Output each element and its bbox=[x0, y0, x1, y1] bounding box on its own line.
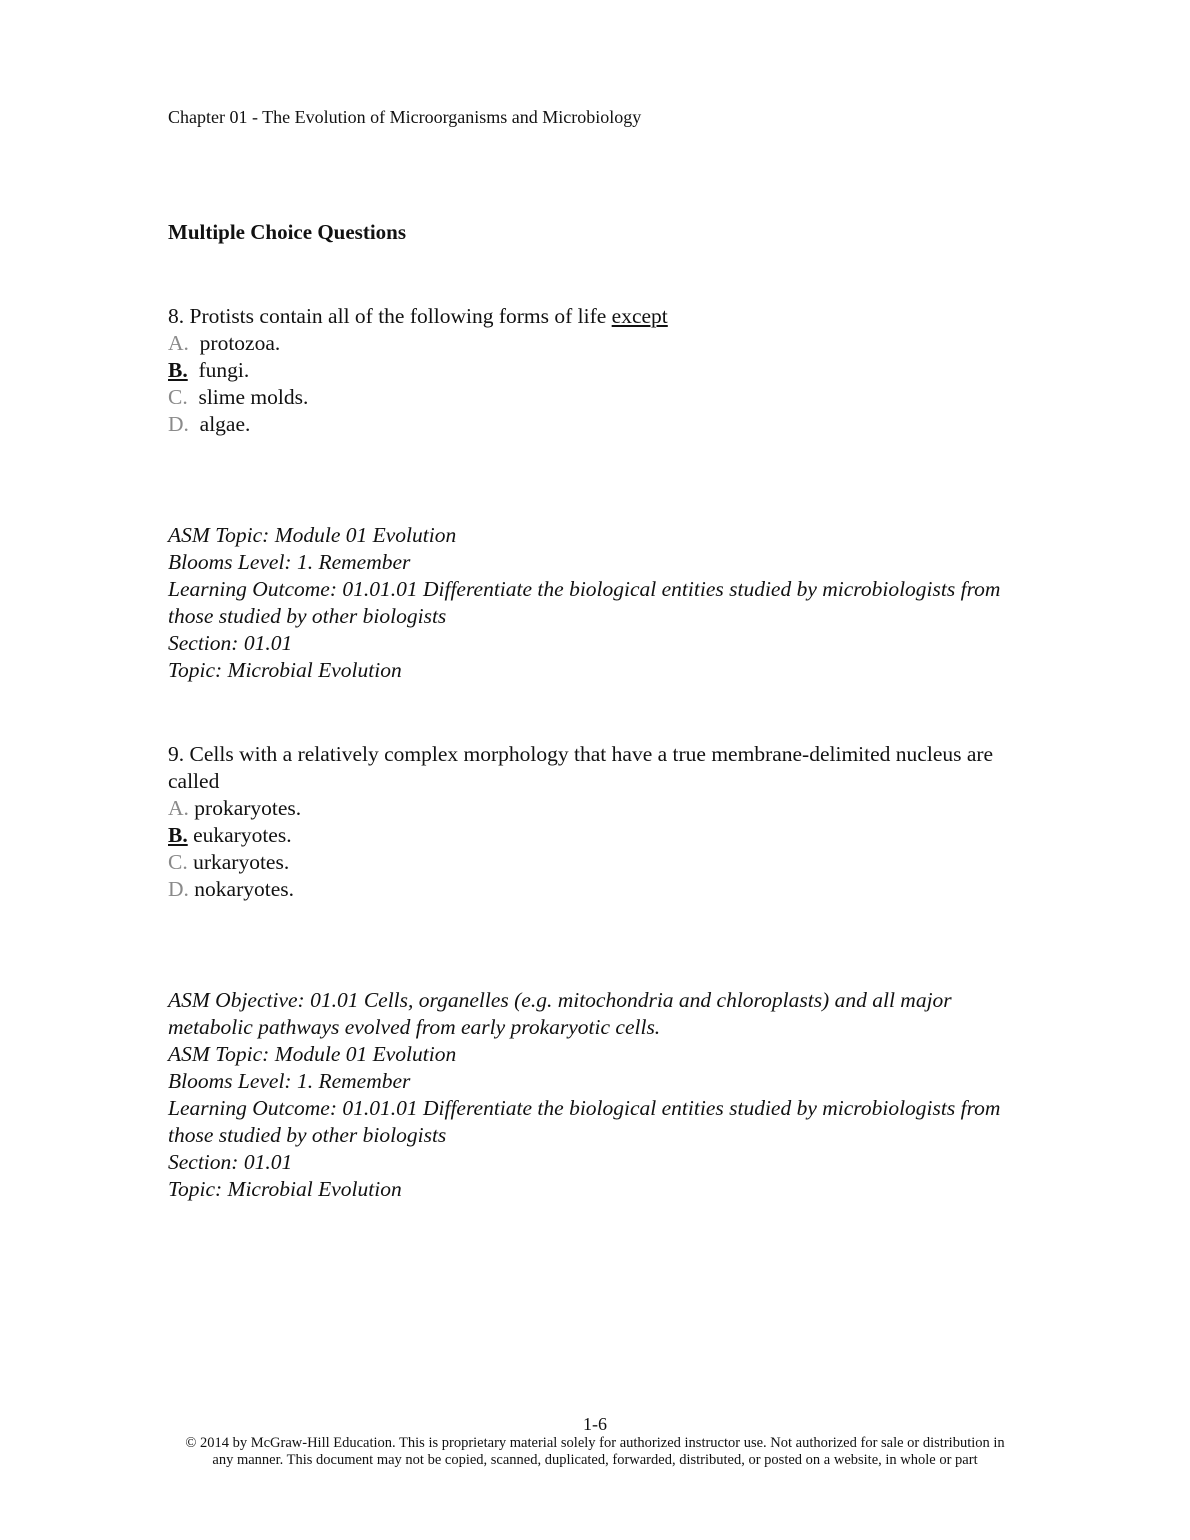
answer-option-a bbox=[168, 795, 1038, 822]
metadata-asm-topic: ASM Topic: Module 01 Evolution bbox=[168, 1042, 457, 1066]
option-letter: D. bbox=[168, 412, 189, 436]
option-letter-correct: B. bbox=[168, 823, 188, 847]
metadata-section: Section: 01.01 bbox=[168, 631, 293, 655]
question-8-metadata bbox=[168, 522, 1038, 684]
option-text: slime molds. bbox=[198, 385, 309, 409]
option-letter: A. bbox=[168, 331, 189, 355]
answer-option-c bbox=[168, 384, 1038, 411]
option-text: protozoa. bbox=[199, 331, 281, 355]
question-stem-emphasis: except bbox=[611, 304, 668, 328]
answer-option-c bbox=[168, 849, 1038, 876]
answer-option-b-correct bbox=[168, 822, 1038, 849]
question-9-metadata bbox=[168, 987, 1038, 1203]
option-text: nokaryotes. bbox=[194, 877, 294, 901]
metadata-learning-outcome: Learning Outcome: 01.01.01 Differentiate the biological entities studied by microbiologists from those studied by other biologists bbox=[168, 577, 1001, 628]
metadata-asm-topic: ASM Topic: Module 01 Evolution bbox=[168, 523, 457, 547]
question-9 bbox=[168, 741, 1038, 903]
chapter-header: Chapter 01 - The Evolution of Microorganisms and Microbiology bbox=[168, 107, 642, 127]
metadata-asm-objective: ASM Objective: 01.01 Cells, organelles (e.g. mitochondria and chloroplasts) and all major metabolic pathways evolved from early prokaryotic cells. bbox=[168, 988, 952, 1039]
page-number: 1-6 bbox=[583, 1414, 607, 1434]
option-text: prokaryotes. bbox=[194, 796, 302, 820]
copyright-notice bbox=[130, 1435, 1060, 1469]
question-stem bbox=[168, 303, 1038, 330]
metadata-topic: Topic: Microbial Evolution bbox=[168, 1177, 402, 1201]
option-text: algae. bbox=[199, 412, 251, 436]
metadata-section: Section: 01.01 bbox=[168, 1150, 293, 1174]
metadata-blooms-level: Blooms Level: 1. Remember bbox=[168, 550, 411, 574]
question-stem-text: 8. Protists contain all of the following forms of life bbox=[168, 304, 612, 328]
option-text: fungi. bbox=[198, 358, 250, 382]
answer-option-d bbox=[168, 411, 1038, 438]
option-letter: C. bbox=[168, 850, 188, 874]
option-text: urkaryotes. bbox=[193, 850, 290, 874]
metadata-learning-outcome: Learning Outcome: 01.01.01 Differentiate the biological entities studied by microbiologists from those studied by other biologists bbox=[168, 1096, 1001, 1147]
metadata-blooms-level: Blooms Level: 1. Remember bbox=[168, 1069, 411, 1093]
answer-option-b-correct bbox=[168, 357, 1038, 384]
answer-option-d bbox=[168, 876, 1038, 903]
option-letter: D. bbox=[168, 877, 189, 901]
copyright-line: © 2014 by McGraw-Hill Education. This is proprietary material solely for authorized instructor use. Not authorized for sale or distribution in bbox=[185, 1435, 1005, 1451]
question-stem: 9. Cells with a relatively complex morphology that have a true membrane-delimited nucleus are called bbox=[168, 742, 994, 793]
option-letter-correct: B. bbox=[168, 358, 188, 382]
copyright-line: any manner. This document may not be copied, scanned, duplicated, forwarded, distributed, or posted on a website, in whole or part bbox=[212, 1452, 978, 1468]
answer-option-a bbox=[168, 330, 1038, 357]
option-letter: A. bbox=[168, 796, 189, 820]
option-text: eukaryotes. bbox=[193, 823, 292, 847]
section-heading: Multiple Choice Questions bbox=[168, 220, 407, 244]
metadata-topic: Topic: Microbial Evolution bbox=[168, 658, 402, 682]
option-letter: C. bbox=[168, 385, 188, 409]
question-8 bbox=[168, 303, 1038, 438]
